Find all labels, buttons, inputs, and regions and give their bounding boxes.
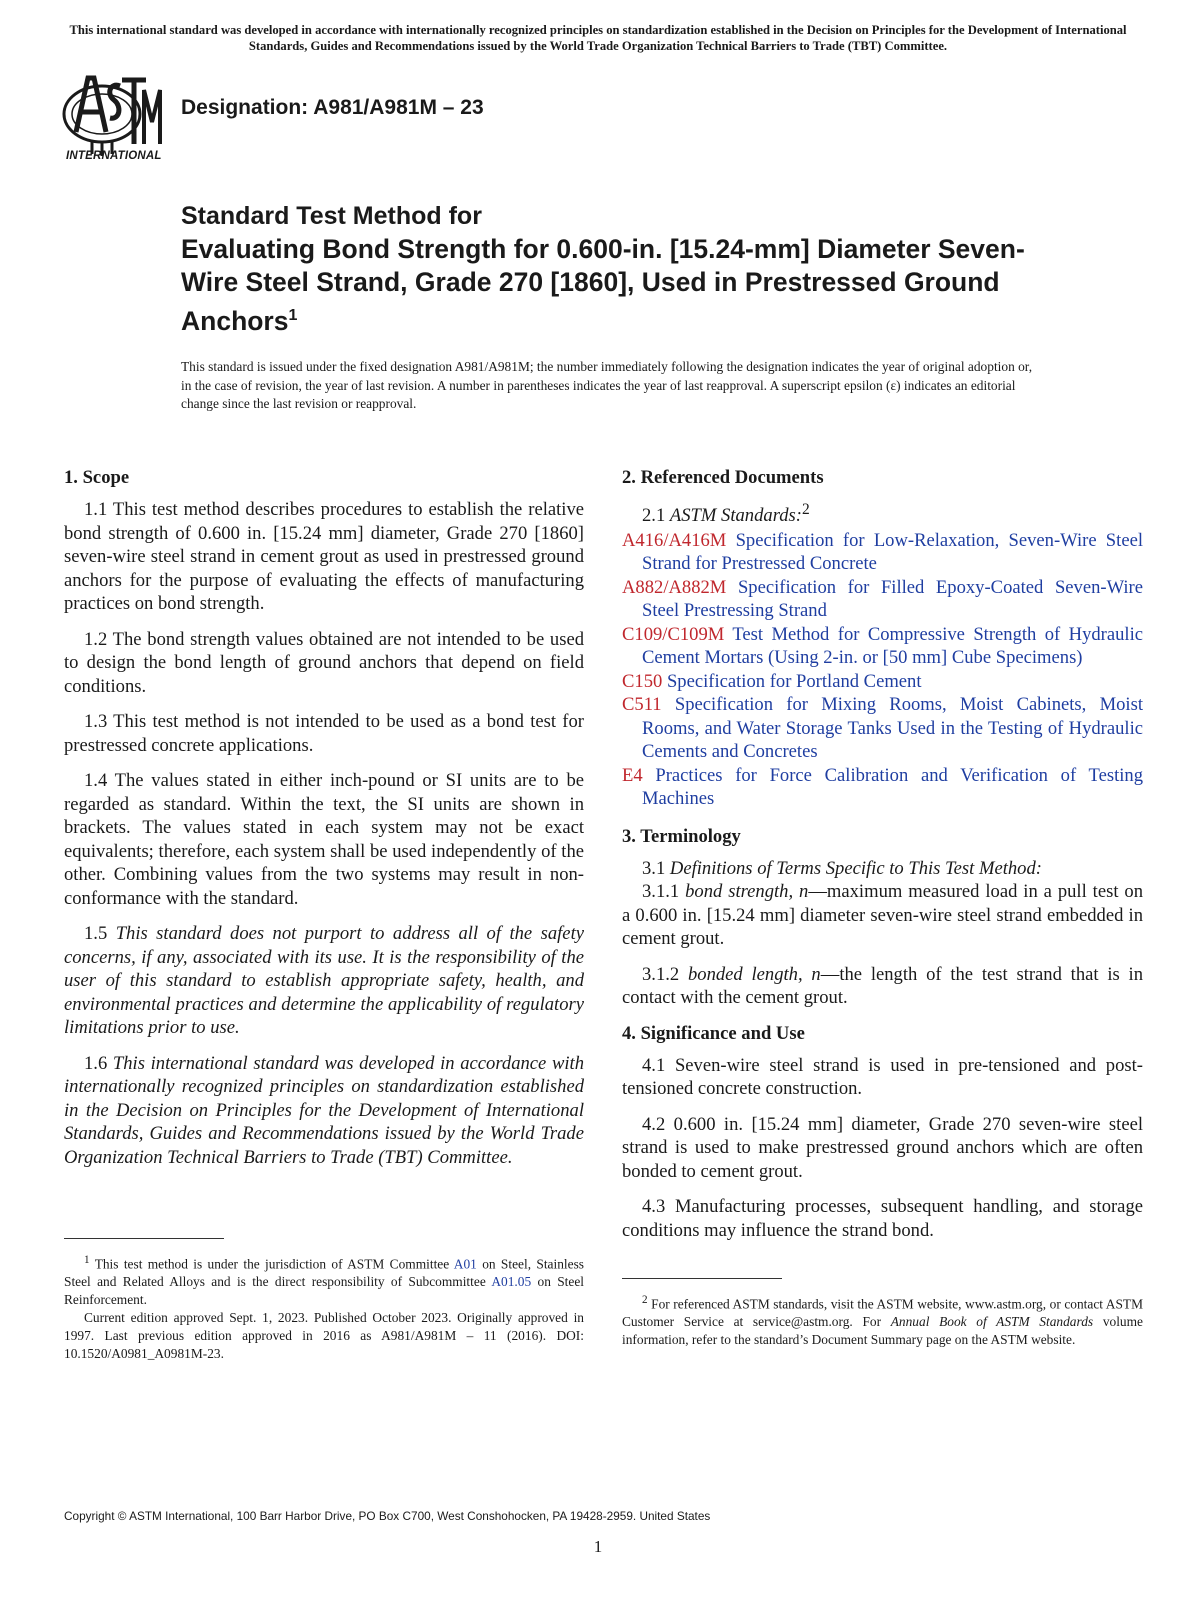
ref-title[interactable]: Test Method for Compressive Strength of Hydraulic Cement Mortars (Using 2-in. or [50 mm] Cube Specimens): [642, 623, 1144, 669]
ref-title[interactable]: Practices for Force Calibration and Verification of Testing Machines: [642, 764, 1143, 810]
footnote-1-text-a: This test method is under the jurisdiction of ASTM Committee: [94, 1256, 450, 1272]
scope-1-6-text: This international standard was developed in accordance with internationally recognized principles on standardization established in the Decision on Principles for the Development of International Standards, Guides and Recommendations issued by the World Trade Organization Technical Barriers to Trade (TBT) Committee.: [64, 1052, 584, 1168]
scope-1-6: [64, 1052, 584, 1170]
term-3-1-num: 3.1: [642, 857, 666, 879]
ref-title[interactable]: Specification for Filled Epoxy-Coated Seven-Wire Steel Prestressing Strand: [642, 576, 1143, 622]
ref-title[interactable]: Specification for Portland Cement: [666, 670, 922, 692]
reference-item[interactable]: [622, 670, 1143, 694]
title-line-1: Standard Test Method for: [181, 202, 482, 230]
references-heading: 2. Referenced Documents: [622, 467, 824, 488]
link-a01[interactable]: A01: [453, 1256, 477, 1272]
footnote-1-text-c: on Steel Reinforcement.: [64, 1274, 584, 1308]
title-line-2: Evaluating Bond Strength for 0.600-in. [15.24-mm] Diameter Seven-Wire Steel Strand, Grade 270 [1860], Used in Prestressed Ground Anchors: [181, 234, 1025, 336]
scope-1-5: [64, 922, 584, 1040]
reference-item[interactable]: [622, 529, 1143, 576]
ref-code[interactable]: A882/A882M: [622, 576, 727, 598]
ref-sub-mark: 2: [801, 501, 810, 518]
scope-1-4: 1.4 The values stated in either inch-pound or SI units are to be regarded as standard. Within the text, the SI units are shown in brackets. The values stated in each system may not be exact equivalents; therefore, each system shall be used independently of the other. Combining values from the two systems may result in non-conformance with the standard.: [64, 770, 584, 909]
footnote-2-mark: 2: [642, 1294, 648, 1306]
ref-sub-title: ASTM Standards:: [669, 505, 802, 527]
ref-title[interactable]: Specification for Mixing Rooms, Moist Cabinets, Moist Rooms, and Water Storage Tanks Used in the Testing of Hydraulic Cements and Concretes: [642, 694, 1144, 763]
footnote-2-text: [622, 1291, 1143, 1349]
right-column: [622, 466, 1143, 1254]
term-3-1-1-num: 3.1.1: [642, 881, 680, 903]
reference-item[interactable]: [622, 693, 1143, 764]
scope-1-3: 1.3 This test method is not intended to be used as a bond test for prestressed concrete applications.: [64, 711, 584, 756]
footnote-1-text-b: on Steel, Stainless Steel and Related Alloys and is the direct responsibility of Subcommittee: [64, 1256, 585, 1290]
term-3-1-text: Definitions of Terms Specific to This Test Method:: [669, 857, 1042, 879]
scope-1-6-num: 1.6: [84, 1052, 108, 1074]
left-column: [64, 466, 584, 1181]
footnote-1-text: [64, 1251, 584, 1363]
footnote-rule: [64, 1238, 224, 1239]
ref-title[interactable]: Specification for Low-Relaxation, Seven-Wire Steel Strand for Prestressed Concrete: [642, 529, 1143, 575]
term-3-1-1-term: bond strength, n: [685, 881, 809, 903]
term-3-1-2-term: bonded length, n: [687, 963, 821, 985]
footnote-1: [64, 1238, 584, 1363]
ref-code[interactable]: C109/C109M: [622, 623, 725, 645]
scope-1-2: 1.2 The bond strength values obtained are not intended to be used to design the bond length of ground anchors that depend on field conditions.: [64, 628, 584, 697]
footnote-1-edition: Current edition approved Sept. 1, 2023. Published October 2023. Originally approved in 1997. Last previous edition approved in 2016 as A981/A981M – 11 (2016). DOI: 10.1520/A0981_A0981M-23.: [64, 1310, 584, 1362]
scope-1-5-num: 1.5: [84, 923, 108, 944]
footnote-2: [622, 1278, 1143, 1349]
ref-code[interactable]: C150: [622, 670, 663, 692]
logo-text: INTERNATIONAL: [66, 150, 162, 162]
reference-item[interactable]: [622, 764, 1143, 811]
designation: Designation: A981/A981M – 23: [181, 96, 484, 119]
reference-item[interactable]: [622, 623, 1143, 670]
ref-code[interactable]: C511: [622, 694, 662, 716]
significance-heading: 4. Significance and Use: [622, 1022, 805, 1044]
term-3-1-2-def: —the length of the test strand that is in contact with the cement grout.: [622, 963, 1143, 1009]
terminology-heading: 3. Terminology: [622, 825, 741, 847]
scope-1-1: 1.1 This test method describes procedures to establish the relative bond strength of 0.600 in. [15.24 mm] diameter, Grade 270 [1860] seven-wire steel strand in cement grout as used in prestressed ground anchors for the purpose of evaluating the effects of manufacturing practices on bond strength.: [64, 499, 584, 614]
terminology-3-1-1: [622, 880, 1143, 951]
term-3-1-2-num: 3.1.2: [642, 963, 680, 985]
wto-notice: This international standard was developed in accordance with internationally recognized principles on standardization established in the Decision on Principles for the Development of International Standards, Guides and Recommendations issued by the World Trade Organization Technical Barriers to Trade (TBT) Committee.: [69, 23, 1127, 53]
significance-4-1: 4.1 Seven-wire steel strand is used in pre-tensioned and post-tensioned concrete construction.: [622, 1054, 1143, 1100]
terminology-3-1: [622, 857, 1143, 881]
reference-item[interactable]: [622, 576, 1143, 623]
title-footnote-mark: 1: [288, 307, 298, 324]
footnote-2-text-b: volume information, refer to the standard’s Document Summary page on the ASTM website.: [622, 1314, 1143, 1348]
significance-4-2: 4.2 0.600 in. [15.24 mm] diameter, Grade 270 seven-wire steel strand is used to make prestressed ground anchors which are often bonded to cement grout.: [622, 1113, 1143, 1182]
footnote-2-text-a: For referenced ASTM standards, visit the ASTM website, www.astm.org, or contact ASTM Customer Service at service@astm.org. For: [622, 1296, 1143, 1330]
footnote-rule: [622, 1278, 782, 1279]
ref-sub-num: 2.1: [642, 505, 666, 527]
scope-1-5-text: This standard does not purport to address all of the safety concerns, if any, associated with its use. It is the responsibility of the user of this standard to establish appropriate safety, health, and environmental practices and determine the applicability of regulatory limitations prior to use.: [64, 923, 584, 1038]
scope-heading: 1. Scope: [64, 467, 130, 488]
link-a01-05[interactable]: A01.05: [491, 1274, 532, 1290]
ref-code[interactable]: A416/A416M: [622, 529, 727, 551]
significance-4-3: 4.3 Manufacturing processes, subsequent handling, and storage conditions may influence the strand bond.: [622, 1196, 1143, 1241]
ref-code[interactable]: E4: [622, 764, 643, 786]
page-number: 1: [593, 1537, 603, 1556]
term-3-1-1-def: —maximum measured load in a pull test on a 0.600 in. [15.24 mm] diameter seven-wire steel strand embedded in cement grout.: [622, 881, 1143, 950]
copyright: Copyright © ASTM International, 100 Barr Harbor Drive, PO Box C700, West Conshohocken, PA 19428-2959. United States: [64, 1509, 711, 1523]
astm-standards-subheading: [622, 498, 1143, 528]
issue-note: This standard is issued under the fixed designation A981/A981M; the number immediately following the designation indicates the year of original adoption or, in the case of revision, the year of last revision. A number in parentheses indicates the year of last reapproval. A superscript epsilon (ε) indicates an editorial change since the last revision or reapproval.: [181, 359, 1033, 411]
footnote-1-mark: 1: [84, 1254, 90, 1266]
terminology-3-1-2: [622, 963, 1143, 1010]
document-title: [181, 200, 1081, 338]
footnote-2-italic: Annual Book of ASTM Standards: [890, 1314, 1094, 1330]
reference-list: [622, 529, 1143, 811]
